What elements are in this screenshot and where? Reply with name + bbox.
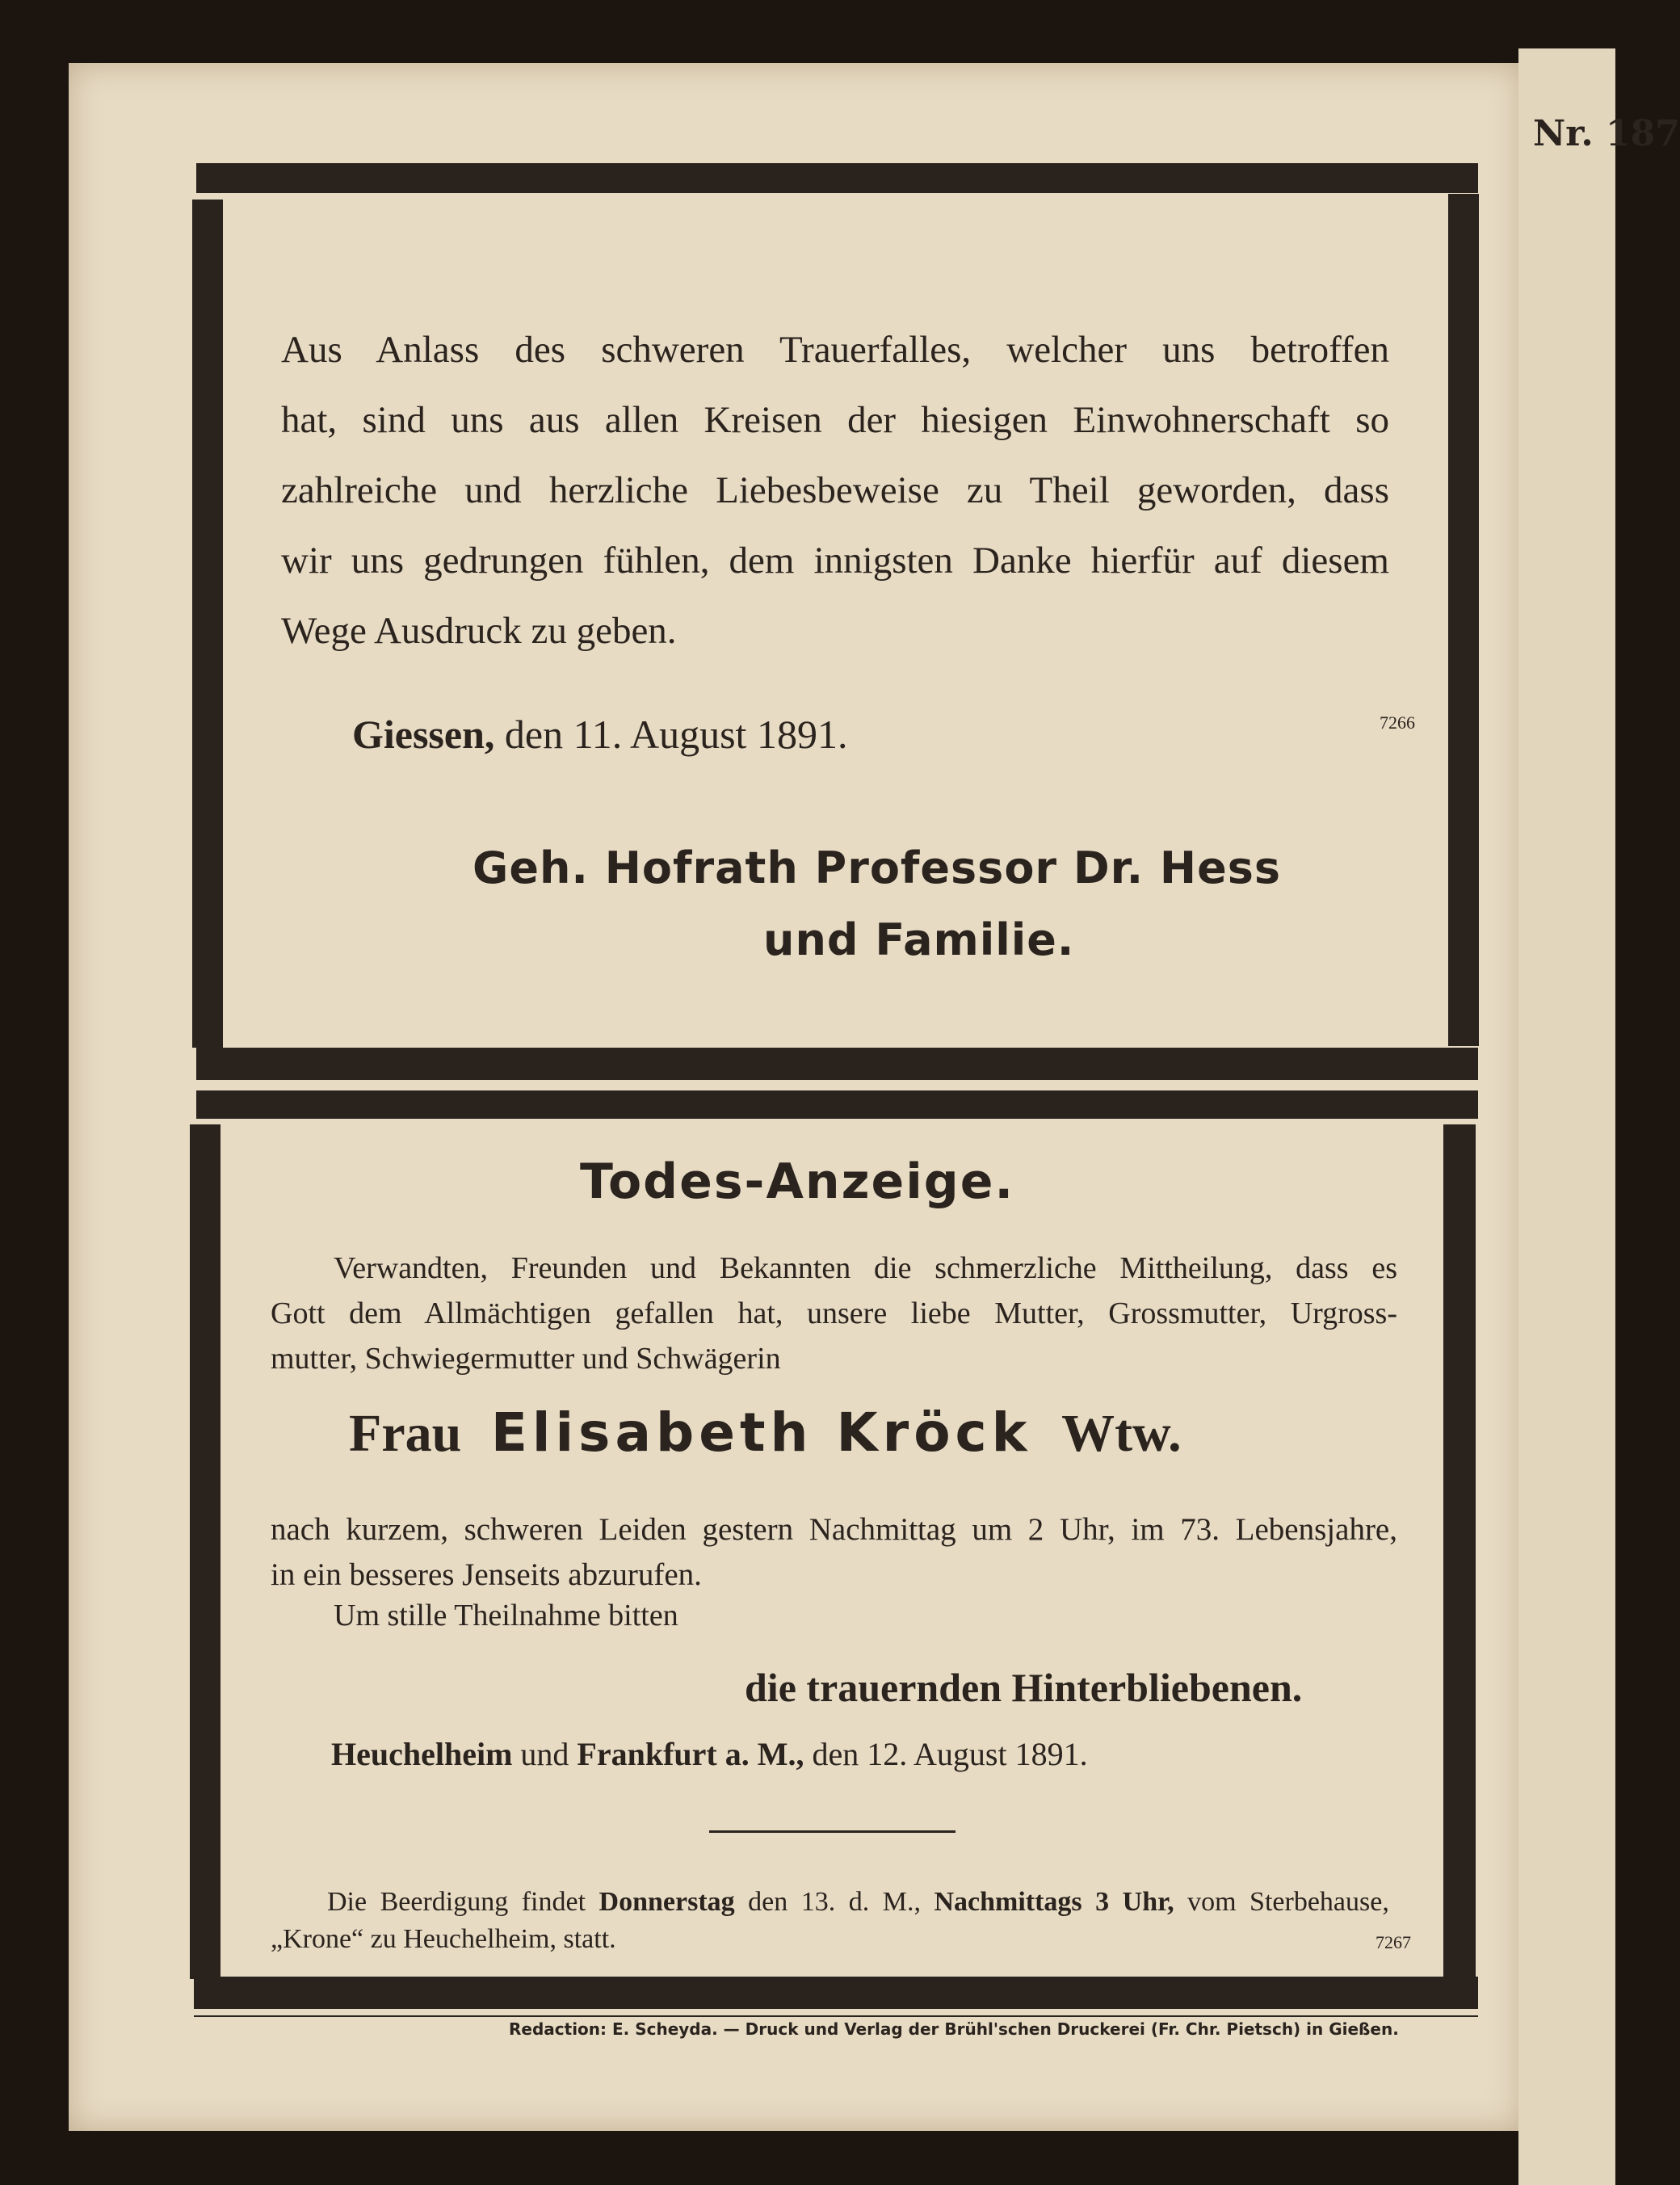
funeral-text-a: Die Beerdigung findet — [327, 1887, 586, 1917]
notice-1-line: Aus Anlass des schweren Trauerfalles, welcher uns betroffen — [281, 329, 1389, 371]
notice-2-intro-line: Gott dem Allmächtigen gefallen hat, unsere liebe Mutter, Grossmutter, Urgross- — [271, 1296, 1397, 1330]
notice-2-intro-line: Verwandten, Freunden und Bekannten die schmerzliche Mittheilung, dass es — [334, 1251, 1397, 1285]
notice-2-place-line — [331, 1735, 1088, 1773]
separator-rule — [709, 1830, 956, 1833]
notice-2-body-line: nach kurzem, schweren Leiden gestern Nachmittag um 2 Uhr, im 73. Lebensjahre, — [271, 1512, 1397, 1547]
frame-bottom-bar — [194, 1977, 1478, 2009]
place-frankfurt: Frankfurt a. M., — [577, 1736, 804, 1772]
funeral-line-1 — [327, 1887, 1389, 1918]
funeral-text-c: den 13. d. M., — [748, 1887, 921, 1917]
notice-1-line: wir uns gedrungen fühlen, dem innigsten Danke hierfür auf diesem — [281, 540, 1389, 582]
notice-1-date: den 11. August 1891. — [504, 712, 848, 757]
notice-1-dateline — [352, 711, 847, 758]
frame-top-bar — [196, 1090, 1478, 1119]
place-date: den 12. August 1891. — [812, 1736, 1088, 1772]
notice-2-intro — [271, 1246, 1397, 1381]
deceased-name-suffix: Wtw. — [1061, 1404, 1182, 1463]
notice-1-line: Wege Ausdruck zu geben. — [281, 610, 677, 652]
notice-2-body — [271, 1507, 1397, 1598]
notice-2-request: Um stille Theilnahme bitten — [334, 1599, 678, 1632]
place-connector: und — [520, 1736, 569, 1772]
notice-1-line: hat, sind uns aus allen Kreisen der hiesigen Einwohnerschaft so — [281, 399, 1389, 441]
adjacent-page-number: Nr. 187 — [1533, 113, 1680, 154]
deceased-name — [349, 1401, 1182, 1464]
notice-2-signature: die trauernden Hinterbliebenen. — [745, 1665, 1303, 1710]
deceased-name-prefix: Frau — [349, 1404, 462, 1463]
notice-1-text — [281, 315, 1389, 666]
notice-2-body-line: in ein besseres Jenseits abzurufen. — [271, 1557, 702, 1592]
frame-bottom-bar — [196, 1048, 1478, 1080]
frame-top-bar — [196, 163, 1478, 193]
frame-left-bar — [190, 1124, 220, 1979]
frame-right-bar — [1443, 1124, 1476, 1979]
frame-right-bar — [1448, 194, 1479, 1046]
notice-1-line: zahlreiche und herzliche Liebesbeweise zu Theil geworden, dass — [281, 469, 1389, 511]
place-heuchelheim: Heuchelheim — [331, 1736, 513, 1772]
imprint-footer: Redaction: E. Scheyda. — Druck und Verlag der Brühl'schen Druckerei (Fr. Chr. Pietsch) in Gießen. — [509, 2019, 1399, 2039]
notice-2-heading: Todes-Anzeige. — [580, 1153, 1015, 1210]
funeral-line-2: „Krone“ zu Heuchelheim, statt. — [271, 1924, 616, 1954]
adjacent-page-edge — [1518, 48, 1680, 2185]
frame-left-bar — [192, 200, 223, 1048]
notice-1-signature-line-2: und Familie. — [763, 914, 1075, 965]
funeral-time: Nachmittags 3 Uhr, — [934, 1887, 1174, 1917]
notice-1-place: Giessen, — [352, 712, 495, 757]
notice-2-intro-line: mutter, Schwiegermutter und Schwägerin — [271, 1342, 781, 1376]
deceased-name-main: Elisabeth Kröck — [490, 1401, 1032, 1464]
notice-1-ad-number: 7266 — [1380, 712, 1415, 733]
notice-1-signature-line-1: Geh. Hofrath Professor Dr. Hess — [472, 842, 1282, 893]
funeral-day: Donnerstag — [598, 1887, 735, 1917]
footer-rule — [194, 2015, 1478, 2017]
funeral-text-e: vom Sterbehause, — [1187, 1887, 1389, 1917]
notice-2-ad-number: 7267 — [1376, 1932, 1411, 1952]
